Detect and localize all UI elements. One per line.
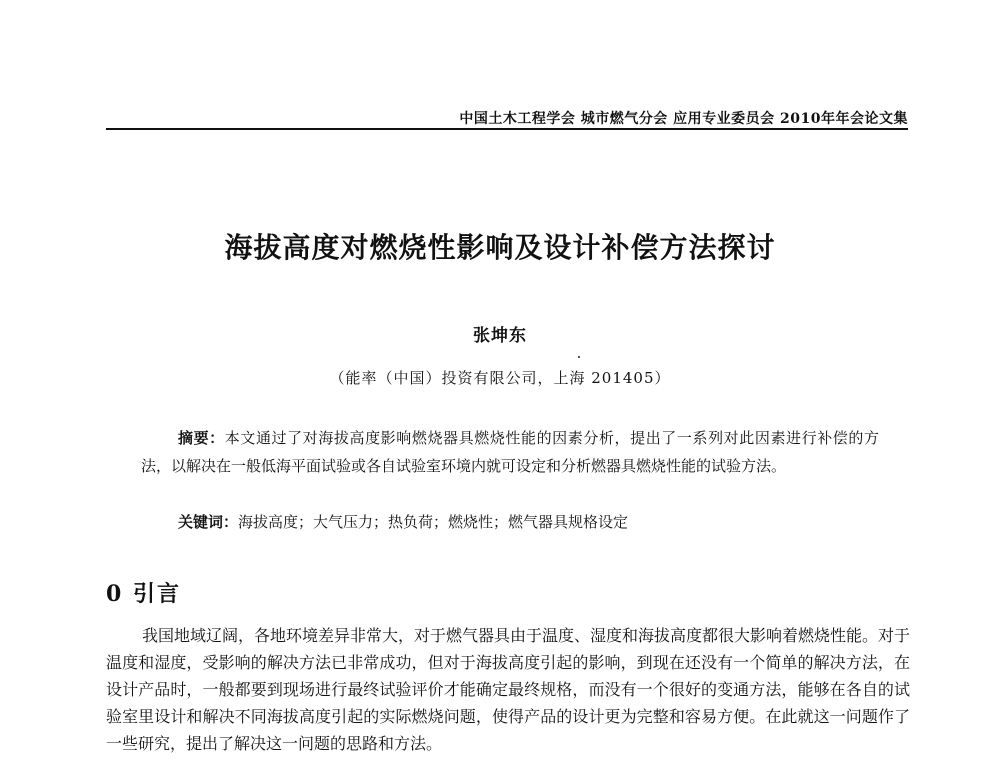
author-affiliation: （能率（中国）投资有限公司，上海 201405） bbox=[329, 369, 671, 387]
scan-speck bbox=[578, 356, 580, 358]
paper-title: 海拔高度对燃烧性影响及设计补偿方法探讨 bbox=[224, 231, 776, 264]
header-rule bbox=[106, 128, 908, 130]
abstract bbox=[141, 424, 879, 480]
running-header: 中国土木工程学会 城市燃气分会 应用专业委员会 2010年年会论文集 bbox=[459, 111, 908, 127]
keywords bbox=[178, 509, 878, 535]
abstract-label: 摘要： bbox=[178, 429, 225, 447]
keywords-label: 关键词： bbox=[178, 513, 239, 531]
section-heading: 0 引言 bbox=[106, 581, 181, 607]
keywords-text: 海拔高度；大气压力；热负荷；燃烧性；燃气器具规格设定 bbox=[238, 513, 629, 531]
body-paragraph: 我国地域辽阔，各地环境差异非常大，对于燃气器具由于温度、湿度和海拔高度都很大影响着燃烧性能。对于温度和湿度，受影响的解决方法已非常成功，但对于海拔高度引起的影响，到现在还没有一个简单的解决方法，在设计产品时，一般都要到现场进行最终试验评价才能确定最终规格，而没有一个很好的变通方法，能够在各自的试验室里设计和解决不同海拔高度引起的实际燃烧问题，使得产品的设计更为完整和容易方便。在此就这一问题作了一些研究，提出了解决这一问题的思路和方法。 bbox=[106, 626, 911, 753]
author-name: 张坤东 bbox=[473, 326, 527, 346]
abstract-text: 本文通过了对海拔高度影响燃烧器具燃烧性能的因素分析，提出了一系列对此因素进行补偿的方法，以解决在一般低海平面试验或各自试验室环境内就可设定和分析燃器具燃烧性能的试验方法。 bbox=[141, 429, 879, 475]
